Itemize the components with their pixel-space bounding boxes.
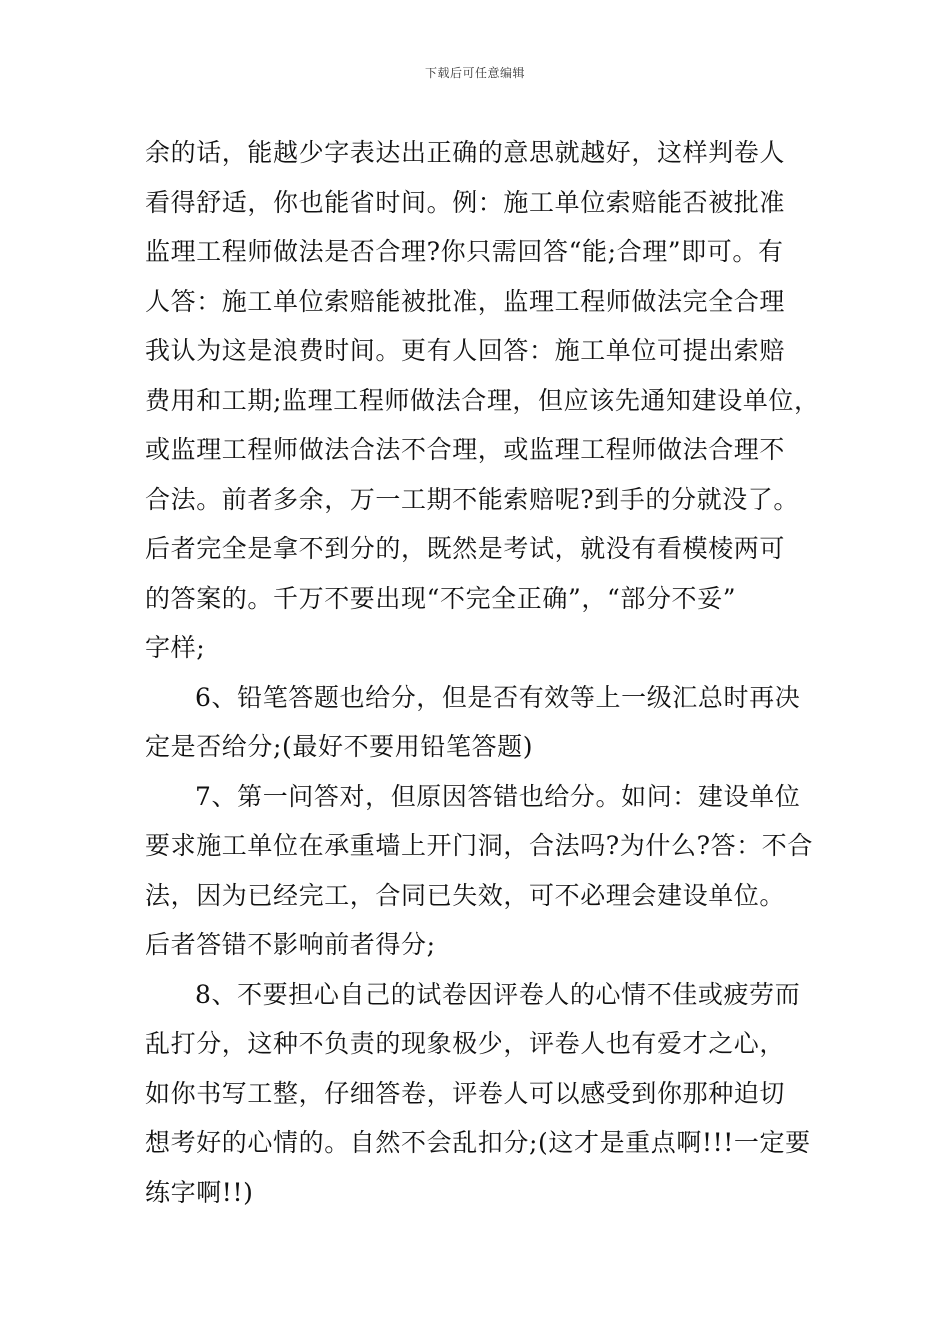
text-line: 定是否给分;(最好不要用铅笔答题): [145, 732, 534, 761]
text-line: 字样;: [145, 633, 206, 662]
paragraph-7-start: 7、第一问答对，但原因答错也给分。如问：建设单位: [195, 781, 801, 811]
paragraph-6-start: 6、铅笔答题也给分，但是否有效等上一级汇总时再决: [195, 682, 801, 712]
text-line: 练字啊!!): [145, 1177, 254, 1207]
paragraph-8-start: 8、不要担心自己的试卷因评卷人的心情不佳或疲劳而: [195, 979, 801, 1009]
text-line: 或监理工程师做法合法不合理，或监理工程师做法合理不: [145, 435, 786, 464]
text-line: 法，因为已经完工，合同已失效，可不必理会建设单位。: [145, 880, 786, 910]
text-line: 后者答错不影响前者得分;: [145, 930, 436, 959]
text-line: 要求施工单位在承重墙上开门洞，合法吗?为什么?答：不合: [145, 831, 814, 860]
document-body: [145, 128, 820, 1217]
text-line: 看得舒适，你也能省时间。例：施工单位索赔能否被批准: [145, 187, 786, 217]
text-line: 监理工程师做法是否合理?你只需回答“能;合理”即可。有: [145, 237, 784, 266]
text-line: 合法。前者多余，万一工期不能索赔呢?到手的分就没了。: [145, 484, 800, 514]
page-header: 下载后可任意编辑: [424, 66, 525, 80]
text-line: 如你书写工整，仔细答卷，评卷人可以感受到你那种迫切: [145, 1078, 786, 1108]
text-line: 乱打分，这种不负责的现象极少，评卷人也有爱才之心，: [145, 1029, 786, 1058]
text-line: 余的话，能越少字表达出正确的意思就越好，这样判卷人: [145, 138, 786, 167]
text-line: 费用和工期;监理工程师做法合理，但应该先通知建设单位，: [145, 385, 820, 415]
text-line: 人答：施工单位索赔能被批准，监理工程师做法完全合理: [145, 286, 786, 316]
text-line: 想考好的心情的。自然不会乱扣分;(这才是重点啊!!!一定要: [145, 1128, 811, 1157]
text-line: 的答案的。千万不要出现“不完全正确”，“部分不妥”: [145, 583, 737, 613]
text-line: 我认为这是浪费时间。更有人回答：施工单位可提出索赔: [145, 336, 786, 365]
text-line: 后者完全是拿不到分的，既然是考试，就没有看模棱两可: [145, 534, 786, 563]
